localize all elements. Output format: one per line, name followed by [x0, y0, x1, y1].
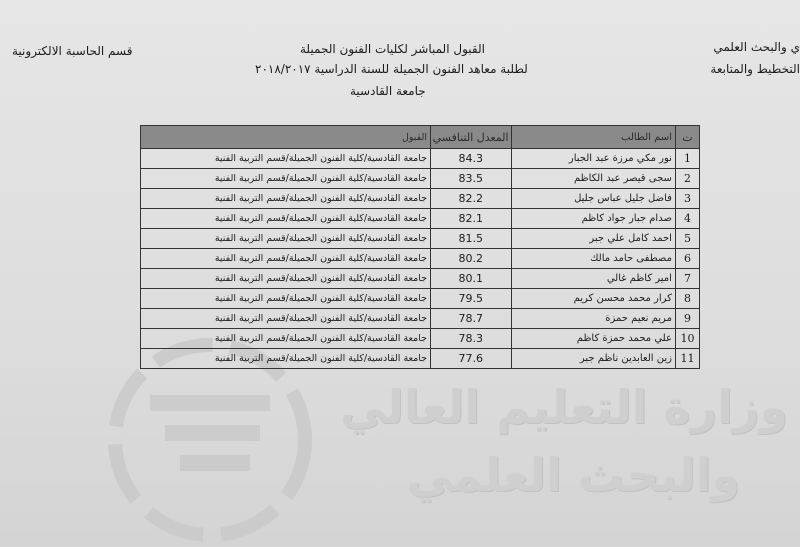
row-average: 81.5: [431, 229, 512, 249]
table-row: [141, 269, 700, 289]
row-average: 78.3: [431, 329, 512, 349]
row-student-name: سجى قيصر عبد الكاظم: [511, 169, 675, 189]
watermark-text-line-2: والبحث العلمي: [406, 448, 740, 502]
row-average: 78.7: [431, 309, 512, 329]
row-acceptance: جامعة القادسية/كلية الفنون الجميلة/قسم التربية الفنية: [141, 329, 431, 349]
document-subtitle: لطلبة معاهد الفنون الجميلة للسنة الدراسية ٢٠١٨/٢٠١٧: [255, 62, 528, 76]
row-seq: 11: [675, 349, 699, 369]
row-acceptance: جامعة القادسية/كلية الفنون الجميلة/قسم التربية الفنية: [141, 169, 431, 189]
row-acceptance: جامعة القادسية/كلية الفنون الجميلة/قسم التربية الفنية: [141, 189, 431, 209]
row-student-name: نور مكي مرزة عبد الجبار: [511, 149, 675, 169]
row-average: 79.5: [431, 289, 512, 309]
row-seq: 1: [675, 149, 699, 169]
header-name: اسم الطالب: [511, 126, 675, 149]
row-student-name: علي محمد حمزة كاظم: [511, 329, 675, 349]
row-acceptance: جامعة القادسية/كلية الفنون الجميلة/قسم التربية الفنية: [141, 269, 431, 289]
admissions-table: [140, 125, 700, 369]
row-seq: 9: [675, 309, 699, 329]
row-seq: 7: [675, 269, 699, 289]
table-header-row: [141, 126, 700, 149]
header-average: المعدل التنافسي: [431, 126, 512, 149]
row-student-name: زين العابدين ناظم جبر: [511, 349, 675, 369]
row-acceptance: جامعة القادسية/كلية الفنون الجميلة/قسم التربية الفنية: [141, 309, 431, 329]
row-acceptance: جامعة القادسية/كلية الفنون الجميلة/قسم التربية الفنية: [141, 149, 431, 169]
table-row: [141, 289, 700, 309]
row-average: 77.6: [431, 349, 512, 369]
row-seq: 8: [675, 289, 699, 309]
row-student-name: احمد كامل علي جبر: [511, 229, 675, 249]
row-acceptance: جامعة القادسية/كلية الفنون الجميلة/قسم التربية الفنية: [141, 229, 431, 249]
row-acceptance: جامعة القادسية/كلية الفنون الجميلة/قسم التربية الفنية: [141, 289, 431, 309]
table-row: [141, 229, 700, 249]
watermark-text-line-1: وزارة التعليم العالي: [339, 380, 788, 434]
university-name: جامعة القادسية: [350, 84, 426, 98]
row-seq: 2: [675, 169, 699, 189]
ministry-line-2: التخطيط والمتابعة: [710, 62, 800, 76]
header-seq: ت: [675, 126, 699, 149]
table-row: [141, 149, 700, 169]
row-seq: 10: [675, 329, 699, 349]
table-row: [141, 349, 700, 369]
table-row: [141, 249, 700, 269]
row-student-name: امير كاظم غالي: [511, 269, 675, 289]
department-label: قسم الحاسبة الالكترونية: [12, 44, 133, 58]
table-row: [141, 209, 700, 229]
row-acceptance: جامعة القادسية/كلية الفنون الجميلة/قسم التربية الفنية: [141, 249, 431, 269]
row-student-name: كرار محمد محسن كريم: [511, 289, 675, 309]
row-student-name: مريم نعيم حمزة: [511, 309, 675, 329]
row-average: 82.1: [431, 209, 512, 229]
row-acceptance: جامعة القادسية/كلية الفنون الجميلة/قسم التربية الفنية: [141, 209, 431, 229]
row-student-name: فاضل جليل عباس جليل: [511, 189, 675, 209]
header-acceptance: القبول: [141, 126, 431, 149]
row-student-name: صدام جبار جواد كاظم: [511, 209, 675, 229]
table-row: [141, 169, 700, 189]
ministry-line-1: ي والبحث العلمي: [713, 40, 800, 54]
table-row: [141, 309, 700, 329]
row-student-name: مصطفى حامد مالك: [511, 249, 675, 269]
row-average: 82.2: [431, 189, 512, 209]
row-average: 80.2: [431, 249, 512, 269]
table-row: [141, 189, 700, 209]
row-seq: 3: [675, 189, 699, 209]
row-seq: 4: [675, 209, 699, 229]
row-average: 83.5: [431, 169, 512, 189]
row-average: 84.3: [431, 149, 512, 169]
document-title: القبول المباشر لكليات الفنون الجميلة: [300, 42, 485, 56]
table-row: [141, 329, 700, 349]
table-body: [141, 149, 700, 369]
row-average: 80.1: [431, 269, 512, 289]
row-seq: 5: [675, 229, 699, 249]
row-acceptance: جامعة القادسية/كلية الفنون الجميلة/قسم التربية الفنية: [141, 349, 431, 369]
row-seq: 6: [675, 249, 699, 269]
